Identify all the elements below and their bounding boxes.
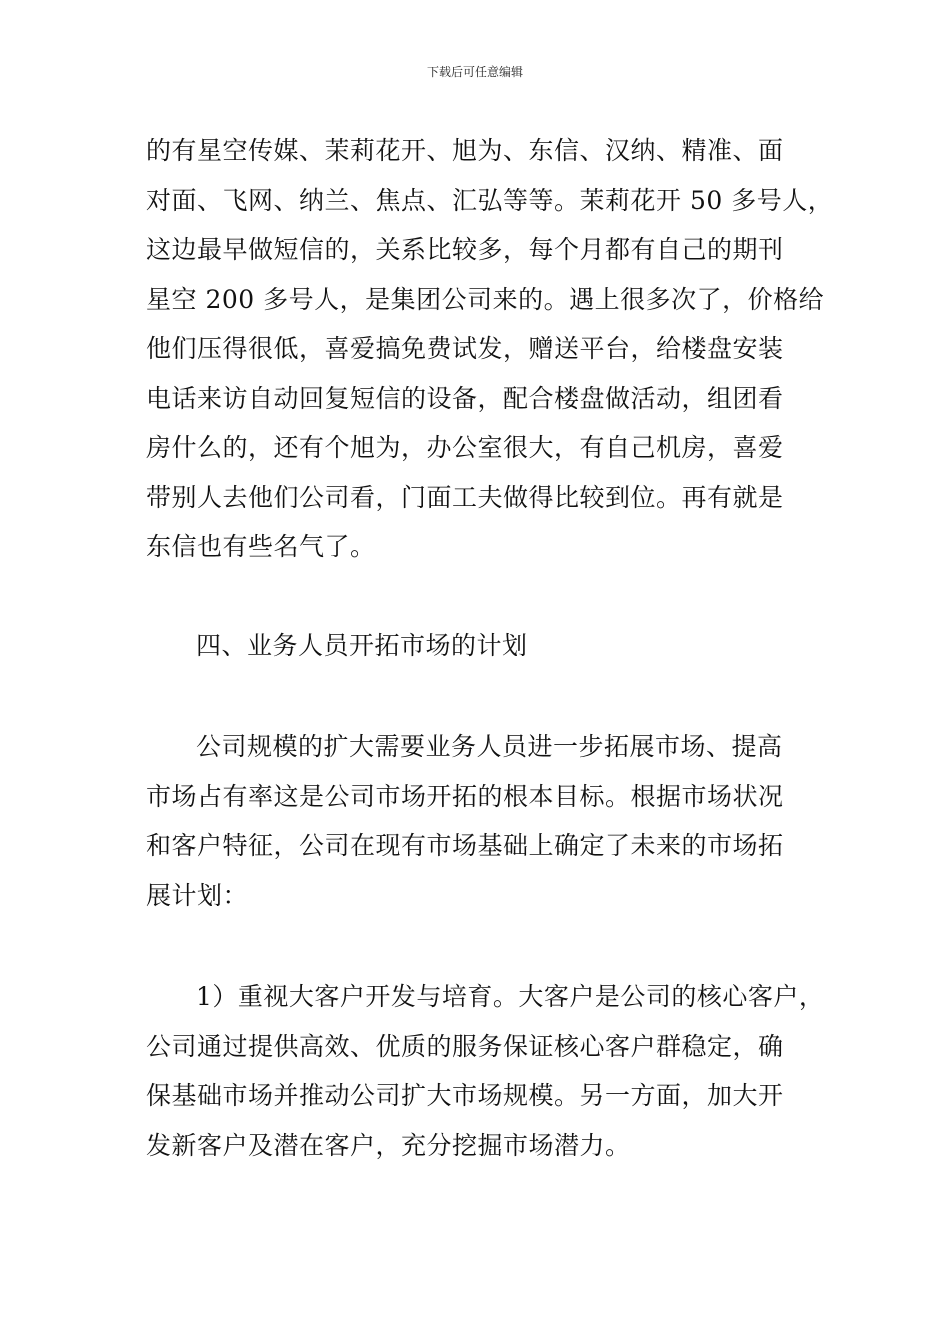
paragraph-line: 公司规模的扩大需要业务人员进一步拓展市场、提高 — [196, 732, 783, 761]
paragraph-line: 展计划： — [146, 880, 249, 910]
paragraph-market-plan — [146, 722, 811, 920]
section-heading: 四、业务人员开拓市场的计划 — [196, 630, 528, 660]
paragraph-line: 这边最早做短信的，关系比较多，每个月都有自己的期刊 — [146, 235, 784, 264]
paragraph-key-accounts — [146, 972, 825, 1170]
paragraph-competitors — [146, 126, 834, 572]
spacer — [146, 572, 811, 621]
paragraph-line: 带别人去他们公司看，门面工夫做得比较到位。再有就是 — [146, 482, 784, 512]
paragraph-line: 他们压得很低，喜爱搞免费试发，赠送平台，给楼盘安装 — [146, 334, 784, 363]
document-body — [146, 126, 834, 1170]
paragraph-line: 市场占有率这是公司市场开拓的根本目标。根据市场状况 — [146, 781, 784, 811]
spacer — [146, 920, 811, 972]
paragraph-line: 1）重视大客户开发与培育。大客户是公司的核心客户， — [196, 982, 825, 1011]
paragraph-line: 的有星空传媒、茉莉花开、旭为、东信、汉纳、精准、面 — [146, 136, 784, 165]
paragraph-line: 保基础市场并推动公司扩大市场规模。另一方面，加大开 — [146, 1081, 784, 1110]
paragraph-line: 房什么的，还有个旭为，办公室很大，有自己机房，喜爱 — [146, 433, 784, 462]
paragraph-line: 星空 200 多号人，是集团公司来的。遇上很多次了，价格给 — [146, 284, 825, 314]
page-header-note: 下载后可任意编辑 — [426, 65, 523, 79]
paragraph-line: 公司通过提供高效、优质的服务保证核心客户群稳定，确 — [146, 1031, 784, 1061]
paragraph-line: 发新客户及潜在客户，充分挖掘市场潜力。 — [146, 1130, 631, 1160]
paragraph-line: 和客户特征，公司在现有市场基础上确定了未来的市场拓 — [146, 831, 784, 860]
spacer — [146, 670, 811, 722]
paragraph-line: 电话来访自动回复短信的设备，配合楼盘做活动，组团看 — [146, 383, 784, 413]
paragraph-line: 对面、飞网、纳兰、焦点、汇弘等等。茉莉花开 50 多号人， — [146, 185, 834, 215]
paragraph-line: 东信也有些名气了。 — [146, 532, 376, 561]
